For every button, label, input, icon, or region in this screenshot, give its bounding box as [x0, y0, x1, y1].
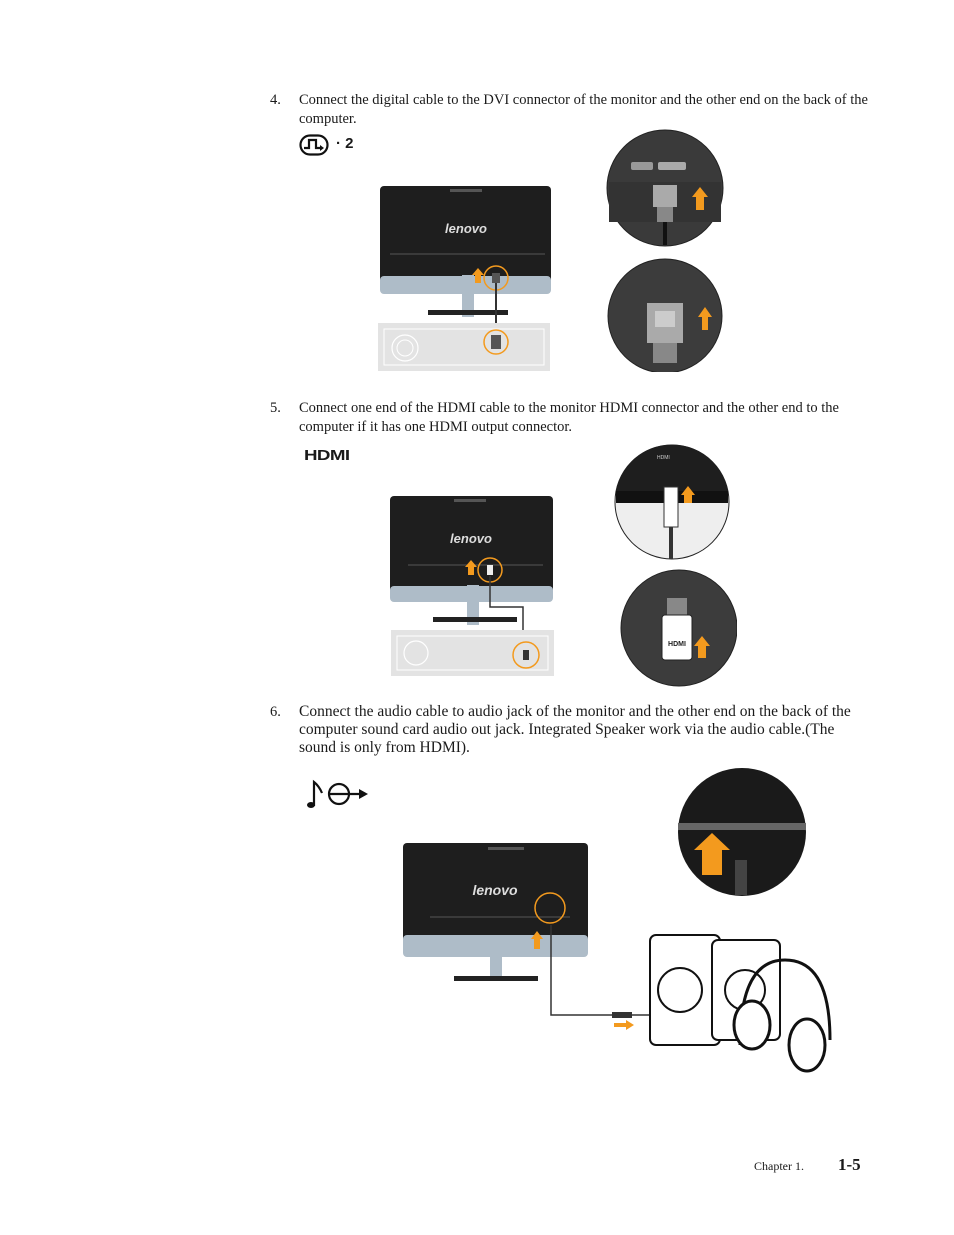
footer-chapter: Chapter 1. [754, 1159, 804, 1173]
svg-text:HDMI: HDMI [668, 641, 686, 648]
audio-out-icon [305, 778, 371, 815]
dvi-connector-closeups [605, 127, 725, 372]
svg-text:lenovo: lenovo [450, 531, 492, 546]
audio-connection-diagram [400, 765, 840, 1080]
svg-text:lenovo: lenovo [472, 882, 518, 898]
dvi-connection-diagram [375, 180, 555, 375]
step-number: 5. [270, 400, 281, 416]
hdmi-connector-closeups [612, 443, 737, 688]
page-number: 1-5 [838, 1155, 861, 1174]
dvi-icon-label: · 2 [336, 135, 354, 152]
step-number: 4. [270, 92, 281, 108]
svg-text:lenovo: lenovo [445, 221, 487, 236]
svg-text:HDMI: HDMI [657, 455, 670, 461]
hdmi-connection-diagram [388, 490, 558, 680]
dvi-connector-icon [299, 134, 331, 161]
step-text: Connect the audio cable to audio jack of the monitor and the other end on the back of the computer sound card audio out jack. Integrated Speaker work via the audio cable.(The sound is only from HDMI). [299, 703, 851, 756]
step-number: 6. [270, 704, 281, 720]
step-text: Connect the digital cable to the DVI connector of the monitor and the other end on the back of the computer. [299, 92, 868, 127]
step-text: Connect one end of the HDMI cable to the monitor HDMI connector and the other end to the computer if it has one HDMI output connector. [299, 400, 839, 435]
hdmi-logo-icon: HDMI [304, 447, 350, 464]
